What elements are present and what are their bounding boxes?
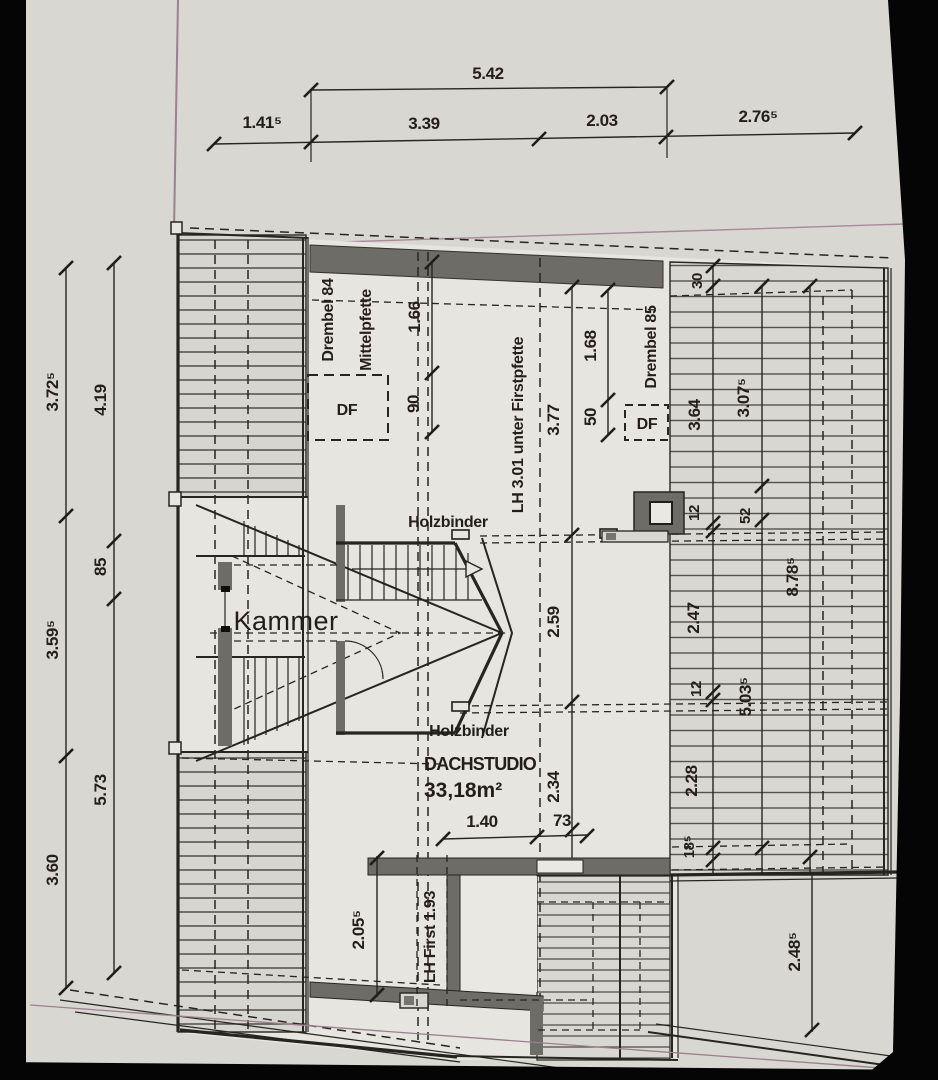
dim-label-top-3: 2.03 xyxy=(586,111,618,130)
roof-hatch-bottom-left xyxy=(178,752,306,1032)
label-df-right: DF xyxy=(636,416,658,433)
annotation-holzbinder-bottom: Holzbinder xyxy=(429,723,509,740)
stair-wall-lower xyxy=(336,641,345,735)
dim-label-73: 73 xyxy=(552,811,572,830)
dim-label-377: 3.77 xyxy=(544,404,563,436)
dim-label-234: 2.34 xyxy=(544,771,563,803)
dim-label-3075: 3.07⁵ xyxy=(734,378,753,418)
dim-label-140: 1.40 xyxy=(466,812,498,831)
dim-label-left-outer-1: 3.72⁵ xyxy=(43,372,62,412)
annotation-lh-first-bottom: LH First 1.93 xyxy=(422,890,439,984)
dim-label-top-4: 2.76⁵ xyxy=(738,107,778,126)
dim-label-8785: 8.78⁵ xyxy=(783,557,802,597)
room-label-dachstudio-area: 33,18m² xyxy=(424,779,503,802)
dim-label-364: 3.64 xyxy=(685,399,704,431)
dim-label-168: 1.68 xyxy=(581,330,600,362)
dim-label-top-2: 3.39 xyxy=(408,114,440,133)
photo-border-left xyxy=(0,0,26,1080)
annotation-drembel84: Drembel 84 xyxy=(320,278,337,362)
dim-label-left-inner-2: 85 xyxy=(91,557,110,577)
annotation-holzbinder-top: Holzbinder xyxy=(408,514,488,531)
dim-label-228: 2.28 xyxy=(682,765,701,797)
room-label-kammer: Kammer xyxy=(233,606,339,636)
label-df-left: DF xyxy=(336,402,358,419)
dim-label-166: 1.66 xyxy=(405,301,424,333)
annotation-lh-firstpfette: LH 3.01 unter Firstpfette xyxy=(510,336,527,514)
dim-label-12b: 12 xyxy=(688,681,705,697)
dim-label-2055: 2.05⁵ xyxy=(349,910,368,950)
dim-label-2485: 2.48⁵ xyxy=(785,932,804,972)
dim-label-12a: 12 xyxy=(686,505,703,521)
dim-label-5035: 5.03⁵ xyxy=(736,677,755,717)
dim-label-top-1: 1.41⁵ xyxy=(242,113,282,132)
dim-label-90: 90 xyxy=(404,394,423,414)
room-label-dachstudio: DACHSTUDIO xyxy=(424,754,536,774)
dim-label-247: 2.47 xyxy=(684,602,703,634)
dim-label-185: 18⁵ xyxy=(681,835,698,859)
annotation-mittelpfette: Mittelpfette xyxy=(358,289,375,371)
dim-label-top-overall: 5.42 xyxy=(472,64,504,83)
stair-wall-upper xyxy=(336,505,345,602)
dim-label-left-inner-1: 4.19 xyxy=(91,384,110,416)
dim-label-30: 30 xyxy=(689,273,706,289)
dim-label-left-inner-3: 5.73 xyxy=(91,774,110,806)
dim-label-50: 50 xyxy=(581,407,600,427)
dim-label-left-outer-2: 3.59⁵ xyxy=(43,620,62,660)
dim-label-left-outer-3: 3.60 xyxy=(43,854,62,886)
roof-hatch-top-left xyxy=(178,235,306,497)
roof-hatch-right xyxy=(670,262,888,875)
dim-label-52: 52 xyxy=(737,508,754,524)
annotation-drembel85: Drembel 85 xyxy=(643,305,660,389)
dim-label-259: 2.59 xyxy=(544,606,563,638)
